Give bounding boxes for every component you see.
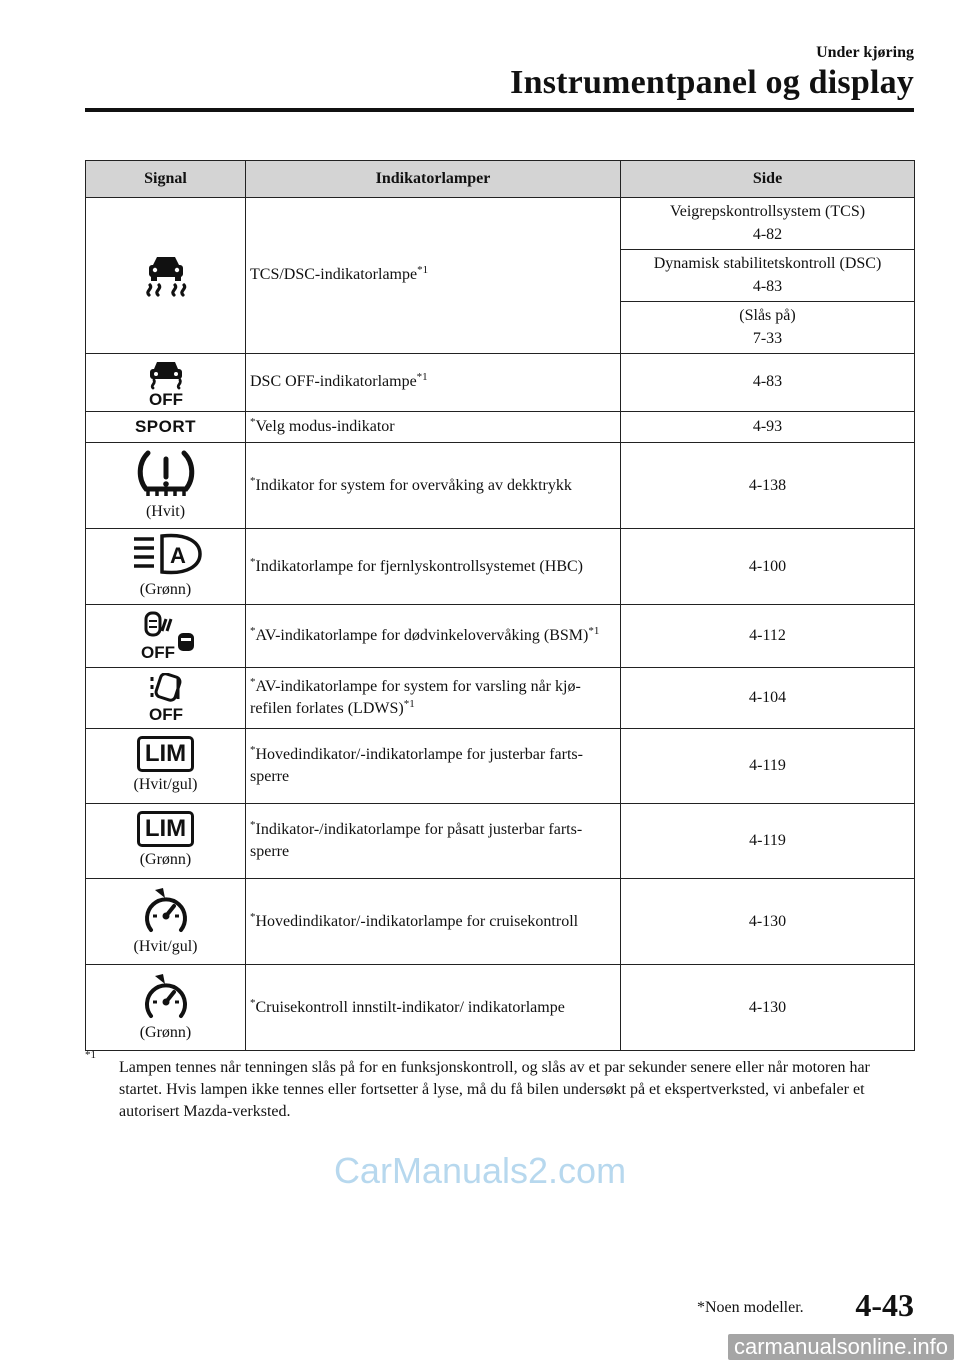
site-watermark: carmanualsonline.info xyxy=(728,1334,954,1360)
table-row xyxy=(86,804,915,879)
ldws-off-icon xyxy=(138,673,194,723)
signal-cell xyxy=(86,804,246,879)
indicator-cell: *Hovedindikator/-indikatorlampe for justerbar farts-sperre xyxy=(246,729,621,804)
page-cell: Dynamisk stabilitetskontroll (DSC) 4-83 xyxy=(621,250,915,302)
page-cell: 4-93 xyxy=(621,412,915,443)
signal-color-label: (Grønn) xyxy=(139,1023,192,1041)
indicator-cell: DSC OFF-indikatorlampe$^{*1}$ xyxy=(246,354,621,412)
page-cell: 4-112 xyxy=(621,605,915,668)
signal-cell xyxy=(86,198,246,354)
signal-color-label: (Hvit/gul) xyxy=(133,776,198,794)
table-row xyxy=(86,605,915,668)
signal-cell xyxy=(86,668,246,729)
svg-text:OFF: OFF xyxy=(148,705,183,724)
table-row xyxy=(86,965,915,1051)
page-cell: 4-119 xyxy=(621,729,915,804)
table-row xyxy=(86,443,915,529)
section-title: Under kjøring xyxy=(816,44,914,61)
signal-cell xyxy=(86,729,246,804)
tire-pressure-icon xyxy=(136,449,196,499)
cruise-control-icon xyxy=(141,972,191,1020)
page-cell: 4-138 xyxy=(621,443,915,529)
svg-text:OFF: OFF xyxy=(148,389,183,406)
page-cell: 4-119 xyxy=(621,804,915,879)
table-header-row xyxy=(86,161,915,198)
signal-color-label: (Grønn) xyxy=(139,851,192,869)
page-cell: 4-130 xyxy=(621,879,915,965)
speed-limiter-icon: LIM xyxy=(137,736,194,772)
indicator-table xyxy=(85,160,915,1051)
models-note: *Noen modeller. xyxy=(697,1299,804,1316)
column-header-indicator: Indikatorlamper xyxy=(246,161,621,198)
signal-cell xyxy=(86,443,246,529)
speed-limiter-icon: LIM xyxy=(137,811,194,847)
page-cell: 4-104 xyxy=(621,668,915,729)
signal-color-label: (Grønn) xyxy=(139,580,192,598)
chapter-title: Instrumentpanel og display xyxy=(510,64,914,101)
signal-cell xyxy=(86,354,246,412)
indicator-cell: TCS/DSC-indikatorlampe$^{*1}$ xyxy=(246,198,621,354)
indicator-cell: *Hovedindikator/-indikatorlampe for cruisekontroll xyxy=(246,879,621,965)
bsm-off-icon xyxy=(134,611,198,661)
dsc-off-icon xyxy=(139,360,193,406)
table-row xyxy=(86,879,915,965)
header-rule xyxy=(85,108,914,112)
svg-text:A: A xyxy=(169,542,186,568)
indicator-cell: *Indikator-/indikatorlampe for påsatt justerbar farts-sperre xyxy=(246,804,621,879)
footnote-text: Lampen tennes når tenningen slås på for en funksjonskontroll, og slås av et par sekunder senere eller når motoren har startet. Hvis lampen ikke tennes eller fortsetter å lyse, må du få bilen undersøkt på et ekspertverksted, vi anbefaler et autorisert Mazda-verksted. xyxy=(119,1059,870,1120)
signal-cell xyxy=(86,605,246,668)
traction-control-icon xyxy=(141,255,191,297)
indicator-cell: *Velg modus-indikator xyxy=(246,412,621,443)
signal-cell xyxy=(86,529,246,605)
indicator-cell: *Indikator for system for overvåking av dekktrykk xyxy=(246,443,621,529)
table-row xyxy=(86,729,915,804)
indicator-cell: *Cruisekontroll innstilt-indikator/ indikatorlampe xyxy=(246,965,621,1051)
cruise-control-icon xyxy=(141,886,191,934)
page-cell: 4-100 xyxy=(621,529,915,605)
column-header-signal: Signal xyxy=(86,161,246,198)
page-cell: Veigrepskontrollsystem (TCS) 4-82 xyxy=(621,198,915,250)
watermark-logo: CarManuals2.com xyxy=(333,1150,627,1191)
svg-text:OFF: OFF xyxy=(140,643,175,662)
table-row xyxy=(86,529,915,605)
column-header-page: Side xyxy=(621,161,915,198)
table-row xyxy=(86,668,915,729)
page-cell: 4-130 xyxy=(621,965,915,1051)
page-cell: 4-83 xyxy=(621,354,915,412)
indicator-cell: *AV-indikatorlampe for dødvinkelovervåking (BSM)$^{*1}$ xyxy=(246,605,621,668)
sport-mode-icon: SPORT xyxy=(134,417,197,436)
signal-cell xyxy=(86,965,246,1051)
signal-color-label: (Hvit/gul) xyxy=(133,937,198,955)
signal-color-label: (Hvit) xyxy=(145,502,186,520)
table-row xyxy=(86,354,915,412)
signal-cell xyxy=(86,879,246,965)
indicator-cell: *Indikatorlampe for fjernlyskontrollsystemet (HBC) xyxy=(246,529,621,605)
high-beam-control-icon xyxy=(130,533,202,577)
footnote: *1 Lampen tennes når tenningen slås på for en funksjonskontroll, og slås av et par sekunder senere eller når motoren har startet. Hvis lampen ikke tennes eller fortsetter å lyse, må du få bilen undersøkt på et ekspertverksted, vi anbefaler et autorisert Mazda-verksted. xyxy=(85,1057,915,1123)
table-row xyxy=(86,412,915,443)
page-cell: (Slås på) 7-33 xyxy=(621,302,915,354)
page-number: 4-43 xyxy=(855,1287,914,1323)
indicator-cell: *AV-indikatorlampe for system for varsling når kjø-refilen forlates (LDWS)$^{*1}$ xyxy=(246,668,621,729)
signal-cell xyxy=(86,412,246,443)
table-row xyxy=(86,198,915,250)
